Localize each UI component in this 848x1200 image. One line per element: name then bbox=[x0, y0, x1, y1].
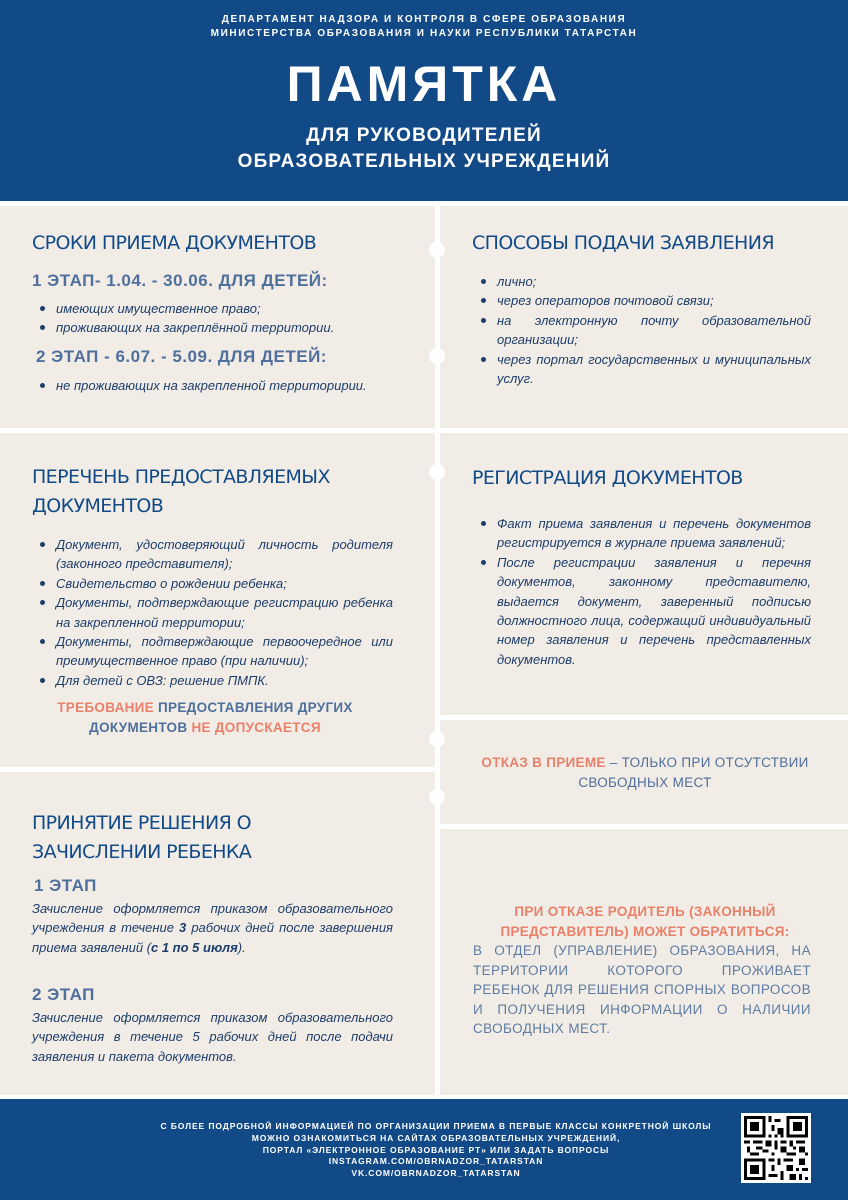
list-item: на электронную почту образовательной организации; bbox=[477, 311, 811, 350]
list-item: через портал государственных и муниципальных услуг. bbox=[477, 350, 811, 389]
enrollment-title-line-2: ЗАЧИСЛЕНИИ РЕБЕНКА bbox=[32, 841, 252, 863]
list-item: Документы, подтверждающие первоочередное или преимущественное право (при наличии); bbox=[36, 632, 393, 671]
stage-1-days: 3 bbox=[179, 920, 187, 936]
stage-1-list bbox=[36, 299, 396, 338]
header-banner bbox=[0, 0, 848, 201]
subtitle-line-1: ДЛЯ РУКОВОДИТЕЛЕЙ bbox=[306, 125, 542, 146]
rejection-note bbox=[460, 753, 830, 793]
enrollment-title-line-1: ПРИНЯТИЕ РЕШЕНИЯ О bbox=[32, 812, 251, 834]
appeal-heading bbox=[460, 902, 830, 942]
documents-title-line-1: ПЕРЕЧЕНЬ ПРЕДОСТАВЛЯЕМЫХ bbox=[32, 466, 330, 488]
stage-1-dates: с 1 по 5 июля bbox=[151, 939, 238, 955]
divider-dot bbox=[429, 242, 445, 258]
divider-dot bbox=[429, 731, 445, 747]
submission-title: СПОСОБЫ ПОДАЧИ ЗАЯВЛЕНИЯ bbox=[472, 232, 774, 254]
warning-blue-1: ПРЕДОСТАВЛЕНИЯ ДРУГИХ bbox=[154, 700, 353, 715]
subtitle-line-2: ОБРАЗОВАТЕЛЬНЫХ УЧРЕЖДЕНИЙ bbox=[237, 151, 611, 172]
list-item: Для детей с ОВЗ: решение ПМПК. bbox=[36, 671, 393, 690]
documents-title bbox=[32, 463, 330, 521]
footer-line-2: МОЖНО ОЗНАКОМИТЬСЯ НА САЙТАХ ОБРАЗОВАТЕЛЬНЫХ УЧРЕЖДЕНИЙ, bbox=[251, 1132, 621, 1143]
footer-banner bbox=[0, 1099, 848, 1200]
rejection-rest: – ТОЛЬКО ПРИ ОТСУТСТВИИ bbox=[605, 755, 809, 770]
deadlines-title: СРОКИ ПРИЕМА ДОКУМЕНТОВ bbox=[32, 232, 317, 254]
documents-list bbox=[36, 535, 393, 690]
stage-1-text-c: ). bbox=[237, 939, 246, 955]
enrollment-stage-1-text bbox=[32, 899, 393, 957]
department-line-2: МИНИСТЕРСТВА ОБРАЗОВАНИЯ И НАУКИ РЕСПУБЛИКИ ТАТАРСТАН bbox=[210, 28, 638, 39]
deadlines-stage-2: 2 ЭТАП - 6.07. - 5.09. ДЛЯ ДЕТЕЙ: bbox=[36, 347, 327, 366]
stage-1-text-a: Зачисление оформляется приказом образовательного учреждения в течение bbox=[32, 901, 393, 936]
rejection-orange: ОТКАЗ В ПРИЕМЕ bbox=[481, 755, 606, 770]
list-item: Факт приема заявления и перечень документов регистрируется в журнале приема заявлений; bbox=[477, 514, 811, 553]
warning-orange-2: НЕ ДОПУСКАЕТСЯ bbox=[187, 720, 321, 735]
list-item: имеющих имущественное право; bbox=[36, 299, 396, 318]
registration-title: РЕГИСТРАЦИЯ ДОКУМЕНТОВ bbox=[472, 467, 743, 489]
enrollment-title bbox=[32, 809, 251, 867]
enrollment-stage-1: 1 ЭТАП bbox=[34, 876, 97, 895]
footer-line-1: С БОЛЕЕ ПОДРОБНОЙ ИНФОРМАЦИЕЙ ПО ОРГАНИЗАЦИИ ПРИЕМА В ПЕРВЫЕ КЛАССЫ КОНКРЕТНОЙ ШКОЛЫ bbox=[160, 1121, 712, 1131]
department-name bbox=[0, 13, 848, 41]
warning-orange-1: ТРЕБОВАНИЕ bbox=[57, 700, 154, 715]
appeal-heading-line-1: ПРИ ОТКАЗЕ РОДИТЕЛЬ (ЗАКОННЫЙ bbox=[514, 904, 776, 919]
submission-list bbox=[477, 272, 811, 388]
footer-info bbox=[130, 1121, 742, 1180]
registration-list bbox=[477, 514, 811, 669]
list-item: проживающих на закреплённой территории. bbox=[36, 318, 396, 337]
list-item: После регистрации заявления и перечня документов, законному представителю, выдается документ, заверенный подписью должностного лица, содержащий индивидуальный номер заявления и перечень представленных документов. bbox=[477, 553, 811, 669]
documents-warning bbox=[30, 698, 380, 738]
divider-dot bbox=[429, 464, 445, 480]
appeal-heading-line-2: ПРЕДСТАВИТЕЛЬ) МОЖЕТ ОБРАТИТЬСЯ: bbox=[500, 924, 790, 939]
department-line-1: ДЕПАРТАМЕНТ НАДЗОРА И КОНТРОЛЯ В СФЕРЕ ОБРАЗОВАНИЯ bbox=[221, 14, 627, 25]
list-item: не проживающих на закрепленной территоририи. bbox=[36, 376, 378, 395]
footer-line-3: ПОРТАЛ «ЭЛЕКТРОННОЕ ОБРАЗОВАНИЕ РТ» ИЛИ ЗАДАТЬ ВОПРОСЫ bbox=[262, 1144, 610, 1155]
list-item: лично; bbox=[477, 272, 811, 291]
qr-code-graphic bbox=[744, 1116, 808, 1180]
stage-2-list bbox=[36, 376, 378, 395]
list-item: Документ, удостоверяющий личность родителя (законного представителя); bbox=[36, 535, 393, 574]
qr-code-icon[interactable] bbox=[741, 1113, 811, 1183]
documents-title-line-2: ДОКУМЕНТОВ bbox=[32, 495, 164, 517]
divider-dot bbox=[429, 789, 445, 805]
list-item: Документы, подтверждающие регистрацию ребенка на закрепленной территории; bbox=[36, 593, 393, 632]
list-item: Свидетельство о рождении ребенка; bbox=[36, 574, 393, 593]
page-title: ПАМЯТКА bbox=[286, 56, 562, 112]
stage-1-text-b: рабочих дней после завершения приема заявлений ( bbox=[32, 920, 393, 955]
deadlines-stage-1: 1 ЭТАП- 1.04. - 30.06. ДЛЯ ДЕТЕЙ: bbox=[32, 271, 328, 290]
vk-link[interactable]: VK.COM/OBRNADZOR_TATARSTAN bbox=[351, 1168, 521, 1179]
warning-blue-2: ДОКУМЕНТОВ bbox=[89, 720, 188, 735]
page-subtitle bbox=[0, 123, 848, 175]
list-item: через операторов почтовой связи; bbox=[477, 291, 811, 310]
rejection-line-2: СВОБОДНЫХ МЕСТ bbox=[578, 775, 712, 790]
enrollment-stage-2-text: Зачисление оформляется приказом образовательного учреждения в течение 5 рабочих дней после подачи заявления и пакета документов. bbox=[32, 1010, 393, 1064]
appeal-body: В ОТДЕЛ (УПРАВЛЕНИЕ) ОБРАЗОВАНИЯ, НА ТЕРРИТОРИИ КОТОРОГО ПРОЖИВАЕТ РЕБЕНОК ДЛЯ РЕШЕНИЯ СПОРНЫХ ВОПРОСОВ И ПОЛУЧЕНИЯ ИНФОРМАЦИИ О НАЛИЧИИ СВОБОДНЫХ МЕСТ. bbox=[473, 943, 811, 1037]
instagram-link[interactable]: INSTAGRAM.COM/OBRNADZOR_TATARSTAN bbox=[328, 1156, 544, 1167]
enrollment-stage-2: 2 ЭТАП bbox=[32, 985, 95, 1004]
divider-dot bbox=[429, 348, 445, 364]
